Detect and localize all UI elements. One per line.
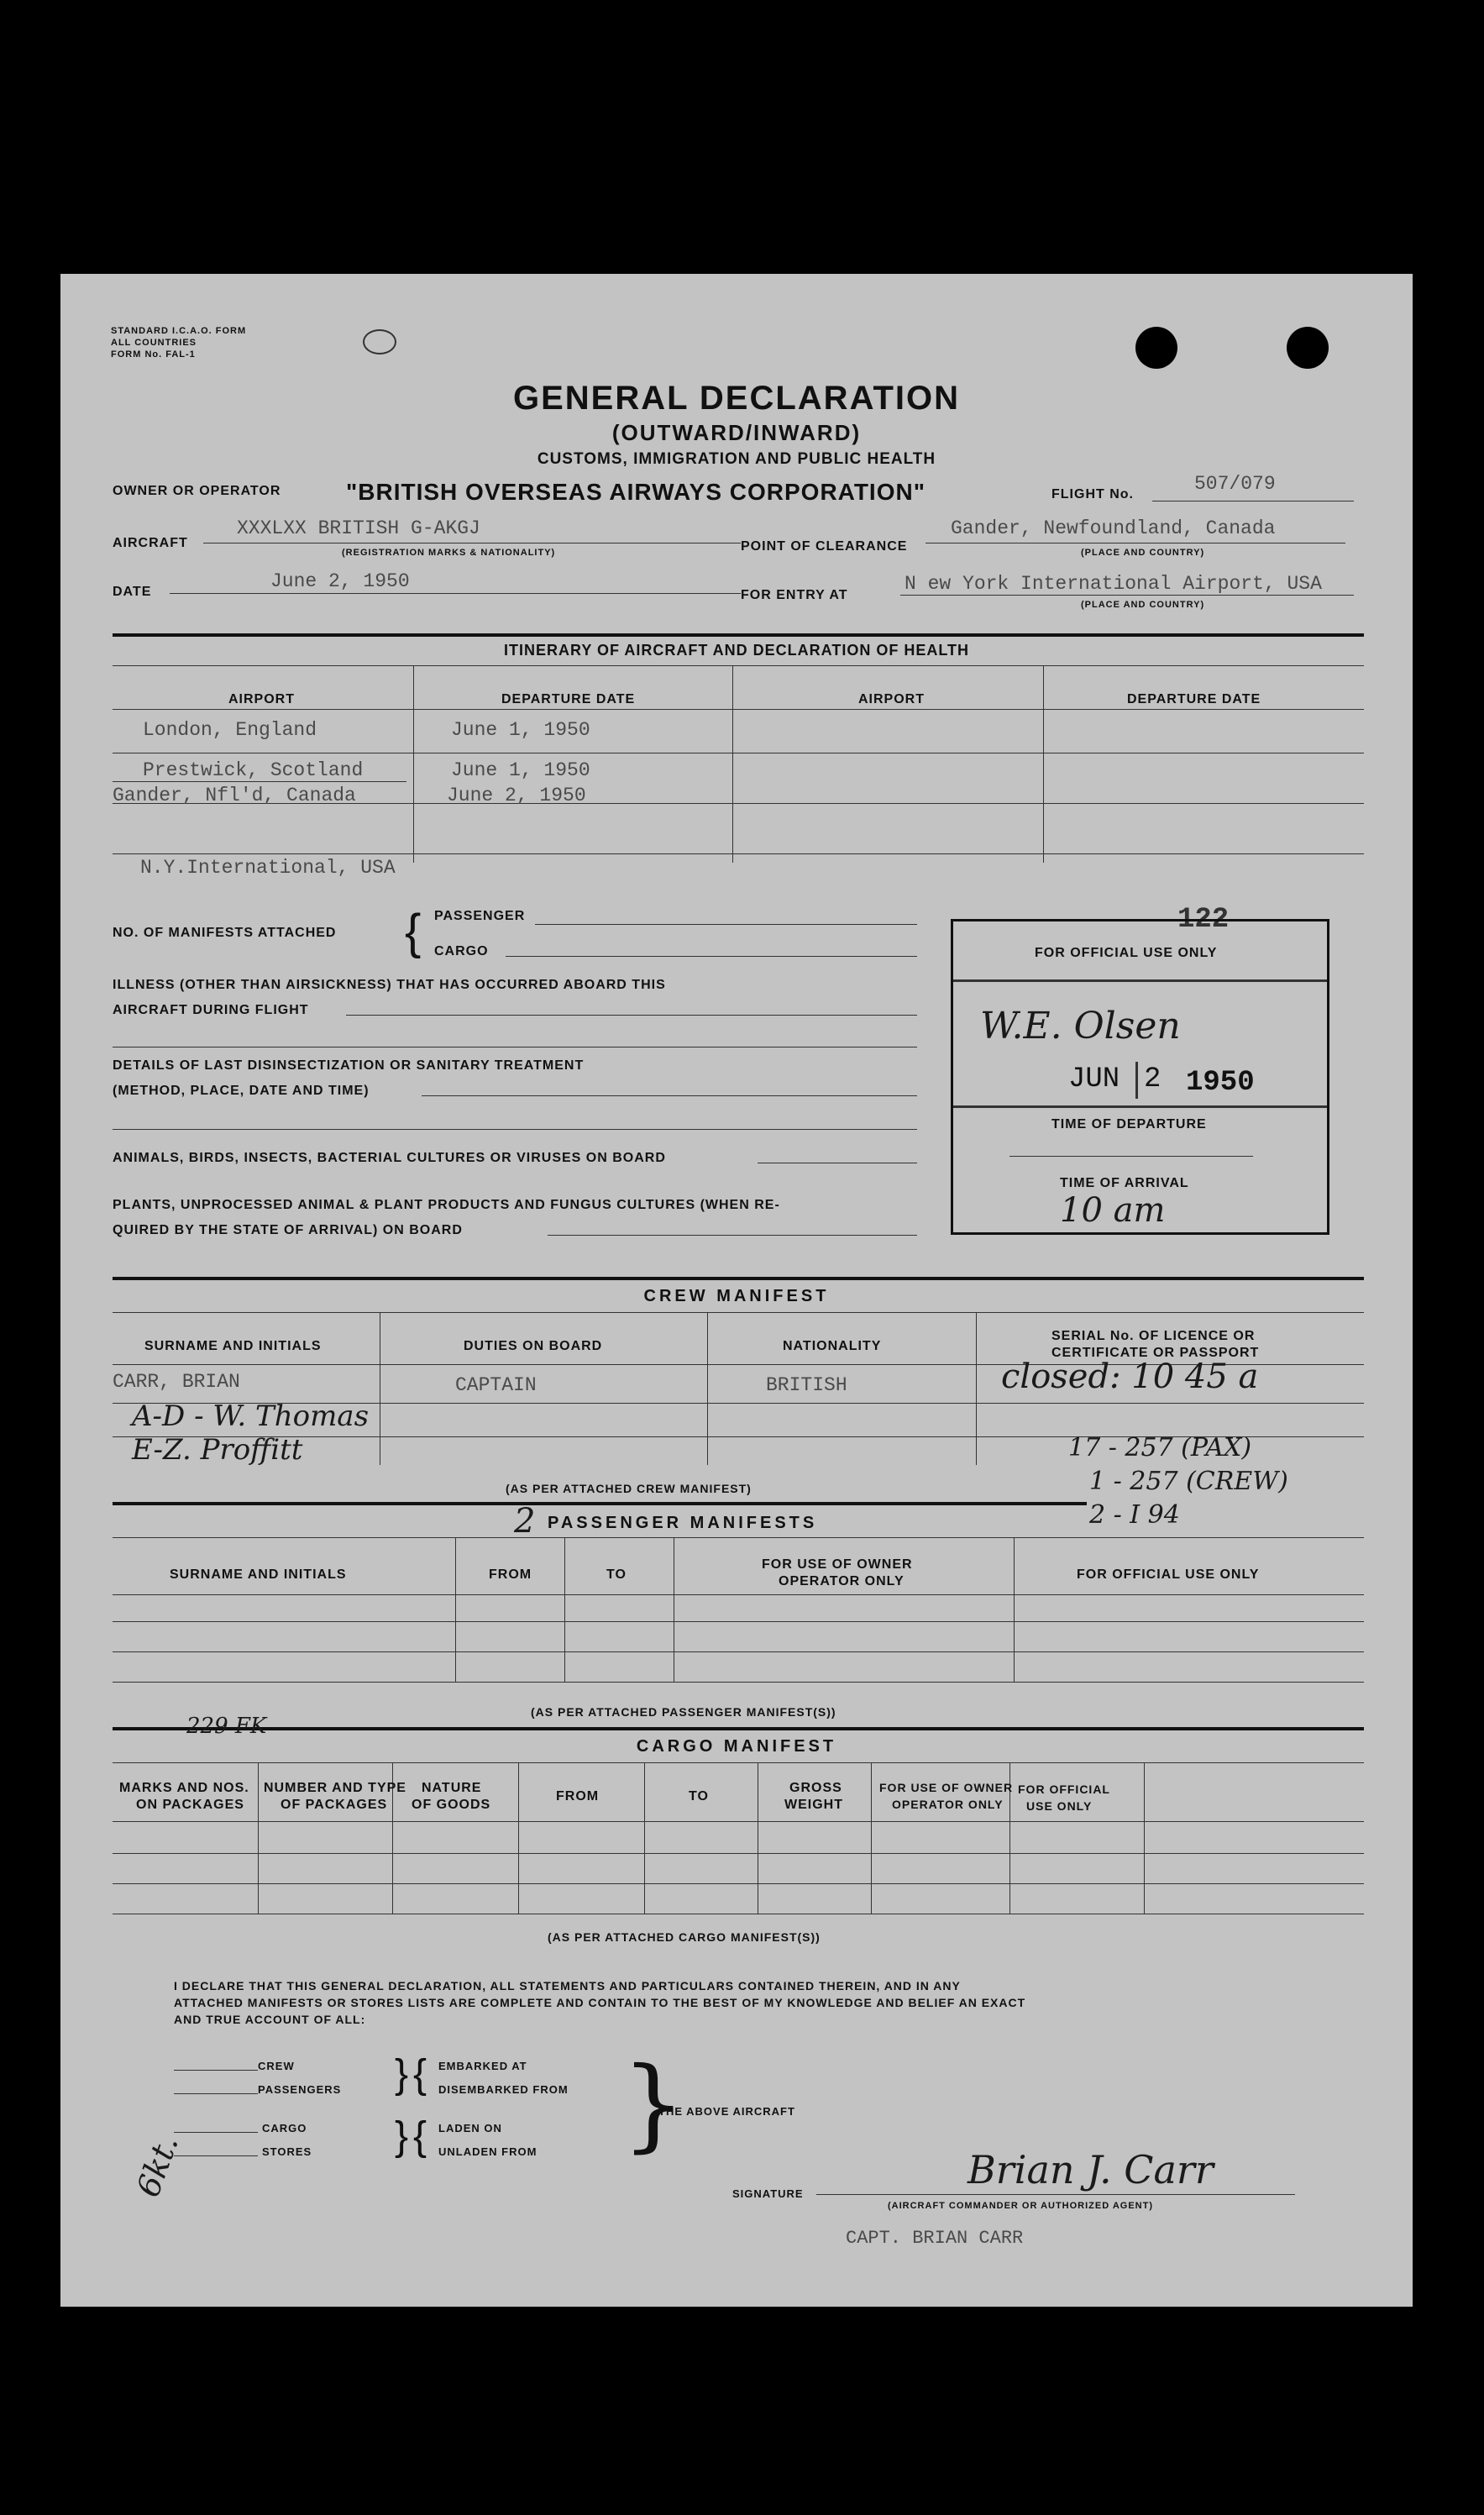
disinsect-label-2: (METHOD, PLACE, DATE AND TIME) (113, 1084, 370, 1098)
manifests-label: NO. OF MANIFESTS ATTACHED (113, 926, 337, 940)
passenger-header-surname: SURNAME AND INITIALS (170, 1567, 347, 1582)
cargo-header-from: FROM (556, 1789, 600, 1804)
signer-typed-name: CAPT. BRIAN CARR (846, 2228, 1024, 2249)
cargo-header-owner-2: OPERATOR ONLY (892, 1798, 1004, 1811)
entry-label: FOR ENTRY AT (741, 588, 848, 602)
owner-value: "BRITISH OVERSEAS AIRWAYS CORPORATION" (346, 479, 926, 505)
page-subtitle-2: CUSTOMS, IMMIGRATION AND PUBLIC HEALTH (537, 450, 936, 468)
decl-big-brace: } (621, 2046, 686, 2163)
decl-passengers: PASSENGERS (258, 2083, 342, 2096)
cargo-header-owner-1: FOR USE OF OWNER (879, 1781, 1014, 1794)
cargo-header-marks-2: ON PACKAGES (136, 1798, 244, 1812)
itinerary-row-3-date: June 2, 1950 (447, 785, 586, 806)
date-label: DATE (113, 585, 152, 599)
passenger-title: PASSENGER MANIFESTS (548, 1514, 818, 1532)
crew-header-surname: SURNAME AND INITIALS (144, 1339, 322, 1353)
cargo-header-official-1: FOR OFFICIAL (1018, 1783, 1110, 1796)
cargo-header-number-1: NUMBER AND TYPE (264, 1781, 406, 1795)
crew-row-name: CARR, BRIAN (113, 1371, 240, 1393)
closed-note: closed: 10 45 a (1001, 1357, 1259, 1396)
crew-header-serial-1: SERIAL No. OF LICENCE OR (1051, 1329, 1256, 1343)
crew-row-nationality: BRITISH (766, 1374, 847, 1396)
count-note-3: 2 - I 94 (1089, 1500, 1180, 1530)
cargo-header-number-2: OF PACKAGES (281, 1798, 388, 1812)
page-title: GENERAL DECLARATION (512, 380, 961, 417)
form-id-line-2: ALL COUNTRIES (111, 338, 197, 348)
aircraft-sublabel: (REGISTRATION MARKS & NATIONALITY) (342, 548, 556, 558)
decl-crew: CREW (258, 2060, 295, 2072)
passenger-number: 2 (514, 1502, 536, 1541)
decl-brace-2: { (413, 2052, 427, 2097)
cargo-header-nature-1: NATURE (422, 1781, 482, 1795)
flight-value: 507/079 (1194, 473, 1276, 495)
crew-handwritten-1: A-D - W. Thomas (132, 1399, 370, 1433)
itinerary-header-departure: DEPARTURE DATE (501, 692, 636, 706)
punch-hole-right (1287, 327, 1329, 369)
itinerary-header-airport: AIRPORT (228, 692, 295, 706)
illness-label-2: AIRCRAFT DURING FLIGHT (113, 1003, 309, 1017)
declaration-line-3: AND TRUE ACCOUNT OF ALL: (174, 2013, 366, 2026)
form-sheet (60, 274, 1413, 2307)
manifest-passenger-label: PASSENGER (434, 909, 526, 923)
crew-header-duties: DUTIES ON BOARD (464, 1339, 603, 1353)
seal-mark (363, 329, 396, 354)
cargo-title: CARGO MANIFEST (636, 1737, 837, 1756)
disinsect-label-1: DETAILS OF LAST DISINSECTIZATION OR SANITARY TREATMENT (113, 1058, 585, 1073)
entry-sublabel: (PLACE AND COUNTRY) (1081, 600, 1205, 610)
form-id-line-1: STANDARD I.C.A.O. FORM (111, 326, 247, 336)
itinerary-row-2-airport: Prestwick, Scotland (143, 759, 364, 781)
decl-stores: STORES (262, 2145, 312, 2158)
time-arrival-label: TIME OF ARRIVAL (1060, 1176, 1189, 1190)
crew-row-duty: CAPTAIN (455, 1374, 537, 1396)
decl-disembarked: DISEMBARKED FROM (438, 2083, 569, 2096)
clearance-label: POINT OF CLEARANCE (741, 539, 908, 554)
stamp-year: 1950 (1186, 1067, 1255, 1099)
decl-unladen: UNLADEN FROM (438, 2145, 537, 2158)
decl-embarked: EMBARKED AT (438, 2060, 527, 2072)
illness-label-1: ILLNESS (OTHER THAN AIRSICKNESS) THAT HAS OCCURRED ABOARD THIS (113, 978, 666, 992)
declaration-line-1: I DECLARE THAT THIS GENERAL DECLARATION, ALL STATEMENTS AND PARTICULARS CONTAINED THEREIN, AND IN ANY (174, 1979, 961, 1993)
crew-title: CREW MANIFEST (643, 1287, 830, 1305)
decl-brace-3: } (395, 2114, 409, 2159)
itinerary-header-departure-2: DEPARTURE DATE (1127, 692, 1261, 706)
itinerary-row-1-airport: London, England (143, 719, 317, 741)
decl-brace-4: { (413, 2114, 427, 2159)
official-title: FOR OFFICIAL USE ONLY (1035, 946, 1218, 960)
manifests-brace: { (405, 905, 422, 959)
flight-label: FLIGHT No. (1051, 487, 1134, 501)
punch-hole-left (1135, 327, 1177, 369)
cargo-footnote: (AS PER ATTACHED CARGO MANIFEST(S)) (548, 1930, 821, 1944)
decl-cargo: CARGO (262, 2122, 307, 2134)
decl-laden: LADEN ON (438, 2122, 502, 2134)
itinerary-row-3-airport: Gander, Nfl'd, Canada (113, 785, 356, 806)
passenger-header-to: TO (606, 1567, 627, 1582)
animals-label: ANIMALS, BIRDS, INSECTS, BACTERIAL CULTURES OR VIRUSES ON BOARD (113, 1151, 666, 1165)
cargo-header-official-2: USE ONLY (1026, 1799, 1093, 1813)
itinerary-row-2-date: June 1, 1950 (451, 759, 590, 781)
decl-above: THE ABOVE AIRCRAFT (658, 2105, 795, 2118)
crew-footnote: (AS PER ATTACHED CREW MANIFEST) (506, 1482, 752, 1495)
stamp-day: 2 (1144, 1063, 1162, 1095)
stamp-month: JUN (1068, 1063, 1120, 1095)
crew-handwritten-2: E-Z. Proffitt (132, 1433, 303, 1467)
aircraft-label: AIRCRAFT (113, 536, 188, 550)
cargo-header-weight-1: GROSS (789, 1781, 842, 1795)
itinerary-row-1-date: June 1, 1950 (451, 719, 590, 741)
cargo-header-weight-2: WEIGHT (784, 1798, 843, 1812)
cargo-header-marks-1: MARKS AND NOS. (119, 1781, 249, 1795)
passenger-header-owner-1: FOR USE OF OWNER (762, 1557, 913, 1572)
plants-label-1: PLANTS, UNPROCESSED ANIMAL & PLANT PRODUCTS AND FUNGUS CULTURES (WHEN RE- (113, 1198, 780, 1212)
manifest-cargo-label: CARGO (434, 944, 489, 958)
margin-note: 6kt. (129, 2129, 186, 2203)
declaration-line-2: ATTACHED MANIFESTS OR STORES LISTS ARE COMPLETE AND CONTAIN TO THE BEST OF MY KNOWLEDGE AND BELIEF AN EXACT (174, 1996, 1026, 2009)
count-note-2: 1 - 257 (CREW) (1089, 1467, 1288, 1496)
crew-header-nationality: NATIONALITY (783, 1339, 882, 1353)
crew-header-serial-2: CERTIFICATE OR PASSPORT (1051, 1346, 1260, 1360)
count-note-1: 17 - 257 (PAX) (1068, 1433, 1252, 1462)
passenger-footnote: (AS PER ATTACHED PASSENGER MANIFEST(S)) (531, 1705, 836, 1719)
cargo-header-to: TO (689, 1789, 709, 1804)
aircraft-value: XXXLXX BRITISH G-AKGJ (237, 517, 480, 539)
passenger-header-owner-2: OPERATOR ONLY (779, 1574, 905, 1588)
official-signature: W.E. Olsen (980, 1005, 1181, 1047)
plants-label-2: QUIRED BY THE STATE OF ARRIVAL) ON BOARD (113, 1223, 463, 1237)
time-departure-label: TIME OF DEPARTURE (1051, 1117, 1207, 1131)
itinerary-header-airport-2: AIRPORT (858, 692, 925, 706)
cargo-header-nature-2: OF GOODS (412, 1798, 491, 1812)
signature-value: Brian J. Carr (967, 2147, 1214, 2192)
page-subtitle: (OUTWARD/INWARD) (611, 420, 862, 445)
clearance-sublabel: (PLACE AND COUNTRY) (1081, 548, 1205, 558)
clearance-value: Gander, Newfoundland, Canada (951, 517, 1276, 539)
passenger-header-official: FOR OFFICIAL USE ONLY (1077, 1567, 1260, 1582)
form-id-line-3: FORM No. FAL-1 (111, 349, 196, 360)
decl-brace-1: } (395, 2052, 409, 2097)
itinerary-final-airport: N.Y.International, USA (140, 857, 396, 879)
official-number: 122 (1177, 904, 1230, 936)
time-arrival-value: 10 am (1060, 1191, 1166, 1230)
signature-sublabel: (AIRCRAFT COMMANDER OR AUTHORIZED AGENT) (888, 2201, 1153, 2211)
cargo-note: 229 FK (186, 1714, 267, 1739)
owner-label: OWNER OR OPERATOR (113, 484, 281, 498)
itinerary-title: ITINERARY OF AIRCRAFT AND DECLARATION OF HEALTH (504, 642, 969, 659)
date-value: June 2, 1950 (270, 570, 410, 592)
entry-value: N ew York International Airport, USA (905, 573, 1322, 595)
passenger-header-from: FROM (489, 1567, 532, 1582)
signature-label: SIGNATURE (732, 2187, 804, 2200)
